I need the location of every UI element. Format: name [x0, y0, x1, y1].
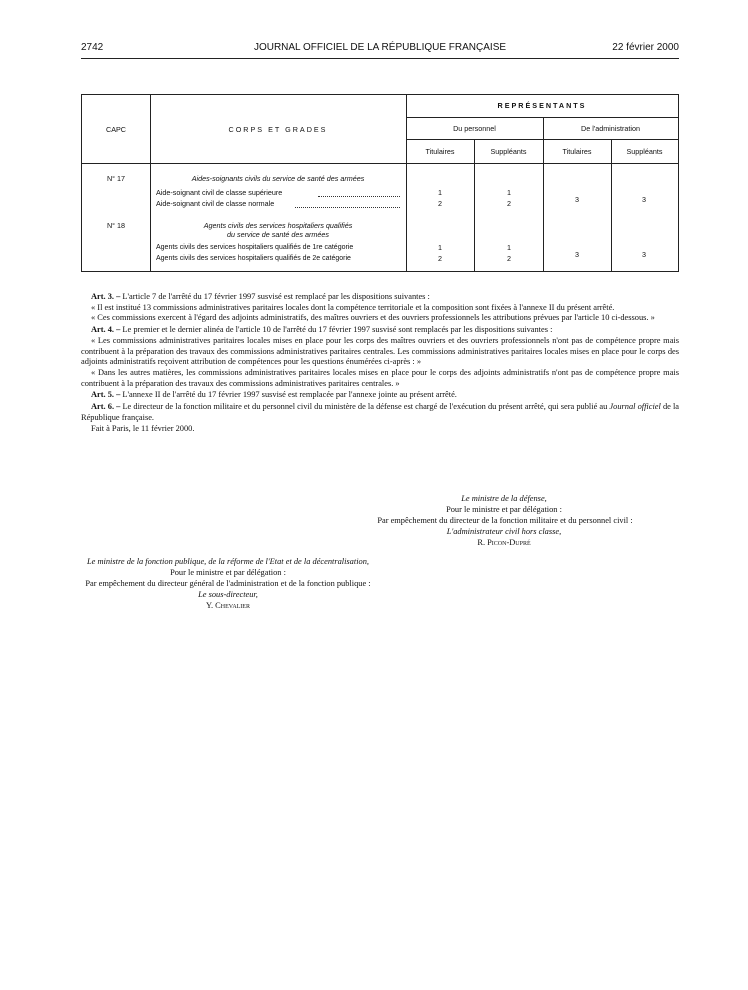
fait-a-paris: Fait à Paris, le 11 février 2000.: [91, 424, 195, 434]
article-quote: « Les commissions administratives paritaires locales mises en place pour les corps des maîtres ouvriers et des ouvriers professionnels n'ont pas de compétence propre mais contribuent à la préparation des travaux des commissions administratives paritaires centrales. Les commissions administratives paritaires locales mises en place pour le corps des adjoints administratifs reçoivent attribution de compétences pour les questions énumérées ci-après : »: [81, 335, 679, 367]
signatory-name: Y. Chevalier: [206, 601, 250, 610]
grade-label: Aide-soignant civil de classe normale: [156, 199, 275, 208]
page-header: [81, 42, 679, 56]
capc-number: N° 17: [106, 174, 126, 183]
table-divider: [406, 95, 407, 271]
signatory-role: L'administrateur civil hors classe,: [446, 527, 562, 536]
corps-title: Aides-soignants civils du service de santé des armées: [191, 174, 365, 183]
article-text: Le premier et le dernier alinéa de l'article 10 de l'arrêté du 17 février 1997 susvisé sont remplacés par les dispositions suivantes :: [122, 325, 553, 335]
grade-label: Agents civils des services hospitaliers qualifiés de 1re catégorie: [156, 244, 354, 251]
col-header-administration: De l'administration: [581, 124, 640, 133]
value-suppleants: 1: [507, 243, 511, 252]
col-header-titulaires: Titulaires: [562, 147, 592, 156]
delegation-line: Pour le ministre et par délégation :: [170, 568, 286, 577]
article-5: [81, 390, 679, 401]
col-header-suppleants: Suppléants: [490, 147, 527, 156]
corps-title: Agents civils des services hospitaliers qualifiés: [203, 221, 353, 230]
article-quote: « Il est institué 13 commissions administratives paritaires locales dont la compétence territoriale et la composition sont fixées à l'annexe II du présent arrêté.: [91, 302, 615, 312]
grade-label: Aide-soignant civil de classe supérieure: [156, 188, 283, 197]
article-label: Art. 4. –: [91, 325, 121, 335]
value-admin-suppleants: 3: [642, 250, 646, 259]
empechement-line: Par empêchement du directeur général de l'administration et de la fonction publique :: [85, 579, 371, 588]
article-quote: « Ces commissions exercent à l'égard des adjoints administratifs, des maîtres ouvriers et des ouvriers professionnels les attributions prévues par l'article 10 ci-dessous. »: [91, 313, 655, 323]
article-3: [81, 292, 679, 303]
empechement-line: Par empêchement du directeur de la fonction militaire et du personnel civil :: [377, 516, 633, 525]
value-titulaires: 2: [438, 254, 442, 263]
journal-name: Journal officiel: [609, 402, 661, 412]
leader-dots: [318, 196, 400, 197]
article-label: Art. 5. –: [91, 390, 121, 400]
value-suppleants: 2: [507, 254, 511, 263]
value-titulaires: 1: [438, 188, 442, 197]
value-suppleants: 1: [507, 188, 511, 197]
col-header-corps: CORPS ET GRADES: [228, 125, 328, 134]
value-admin-titulaires: 3: [575, 250, 579, 259]
col-header-capc: CAPC: [106, 125, 126, 134]
corps-title-line2: du service de santé des armées: [227, 230, 329, 239]
article-text: de la République française.: [81, 402, 680, 422]
value-suppleants: 2: [507, 199, 511, 208]
article-label: Art. 3. –: [91, 292, 121, 301]
table-divider: [474, 139, 475, 271]
issue-date: 22 février 2000: [612, 42, 679, 53]
leader-dots: [295, 207, 400, 208]
signatory-role: Le sous-directeur,: [198, 590, 258, 599]
col-header-suppleants: Suppléants: [626, 147, 663, 156]
page-number: 2742: [81, 42, 104, 53]
article-6: [81, 402, 679, 423]
value-admin-titulaires: 3: [575, 195, 579, 204]
table-divider: [82, 163, 678, 164]
delegation-line: Pour le ministre et par délégation :: [446, 505, 562, 514]
table-divider: [406, 139, 678, 140]
articles-body: [81, 292, 679, 435]
article-text: L'article 7 de l'arrêté du 17 février 1997 susvisé est remplacé par les dispositions suivantes :: [122, 292, 430, 301]
article-text: Le directeur de la fonction militaire et du personnel civil du ministère de la défense est chargé de l'exécution du présent arrêté, qui sera publié au: [122, 402, 608, 412]
article-quote: « Dans les autres matières, les commissions administratives paritaires locales mises en place pour le corps des adjoints administratifs n'ont pas de compétence propre mais contribuent à la préparation des travaux des commissions administratives paritaires centrales. »: [81, 367, 679, 388]
capc-number: N° 18: [106, 221, 126, 230]
value-admin-suppleants: 3: [642, 195, 646, 204]
representatives-table: [81, 94, 679, 272]
article-text: L'annexe II de l'arrêté du 17 février 1997 susvisé est remplacée par l'annexe jointe au présent arrêté.: [122, 390, 457, 400]
col-header-du-personnel: Du personnel: [453, 124, 496, 133]
article-4: [81, 325, 679, 336]
signatory-name: R. Picon-Dupré: [477, 538, 531, 547]
signatory-title: Le ministre de la défense,: [461, 494, 547, 503]
signatory-title: Le ministre de la fonction publique, de la réforme de l'Etat et de la décentralisation,: [87, 557, 369, 566]
header-rule: [81, 58, 679, 59]
col-header-representants: REPRÉSENTANTS: [497, 101, 587, 110]
journal-title: JOURNAL OFFICIEL DE LA RÉPUBLIQUE FRANÇAISE: [253, 42, 507, 53]
table-divider: [611, 139, 612, 271]
value-titulaires: 2: [438, 199, 442, 208]
col-header-titulaires: Titulaires: [425, 147, 455, 156]
table-divider: [406, 117, 678, 118]
grade-label: Agents civils des services hospitaliers qualifiés de 2e catégorie: [156, 255, 351, 262]
article-label: Art. 6. –: [91, 402, 121, 412]
table-divider: [543, 117, 544, 271]
value-titulaires: 1: [438, 243, 442, 252]
